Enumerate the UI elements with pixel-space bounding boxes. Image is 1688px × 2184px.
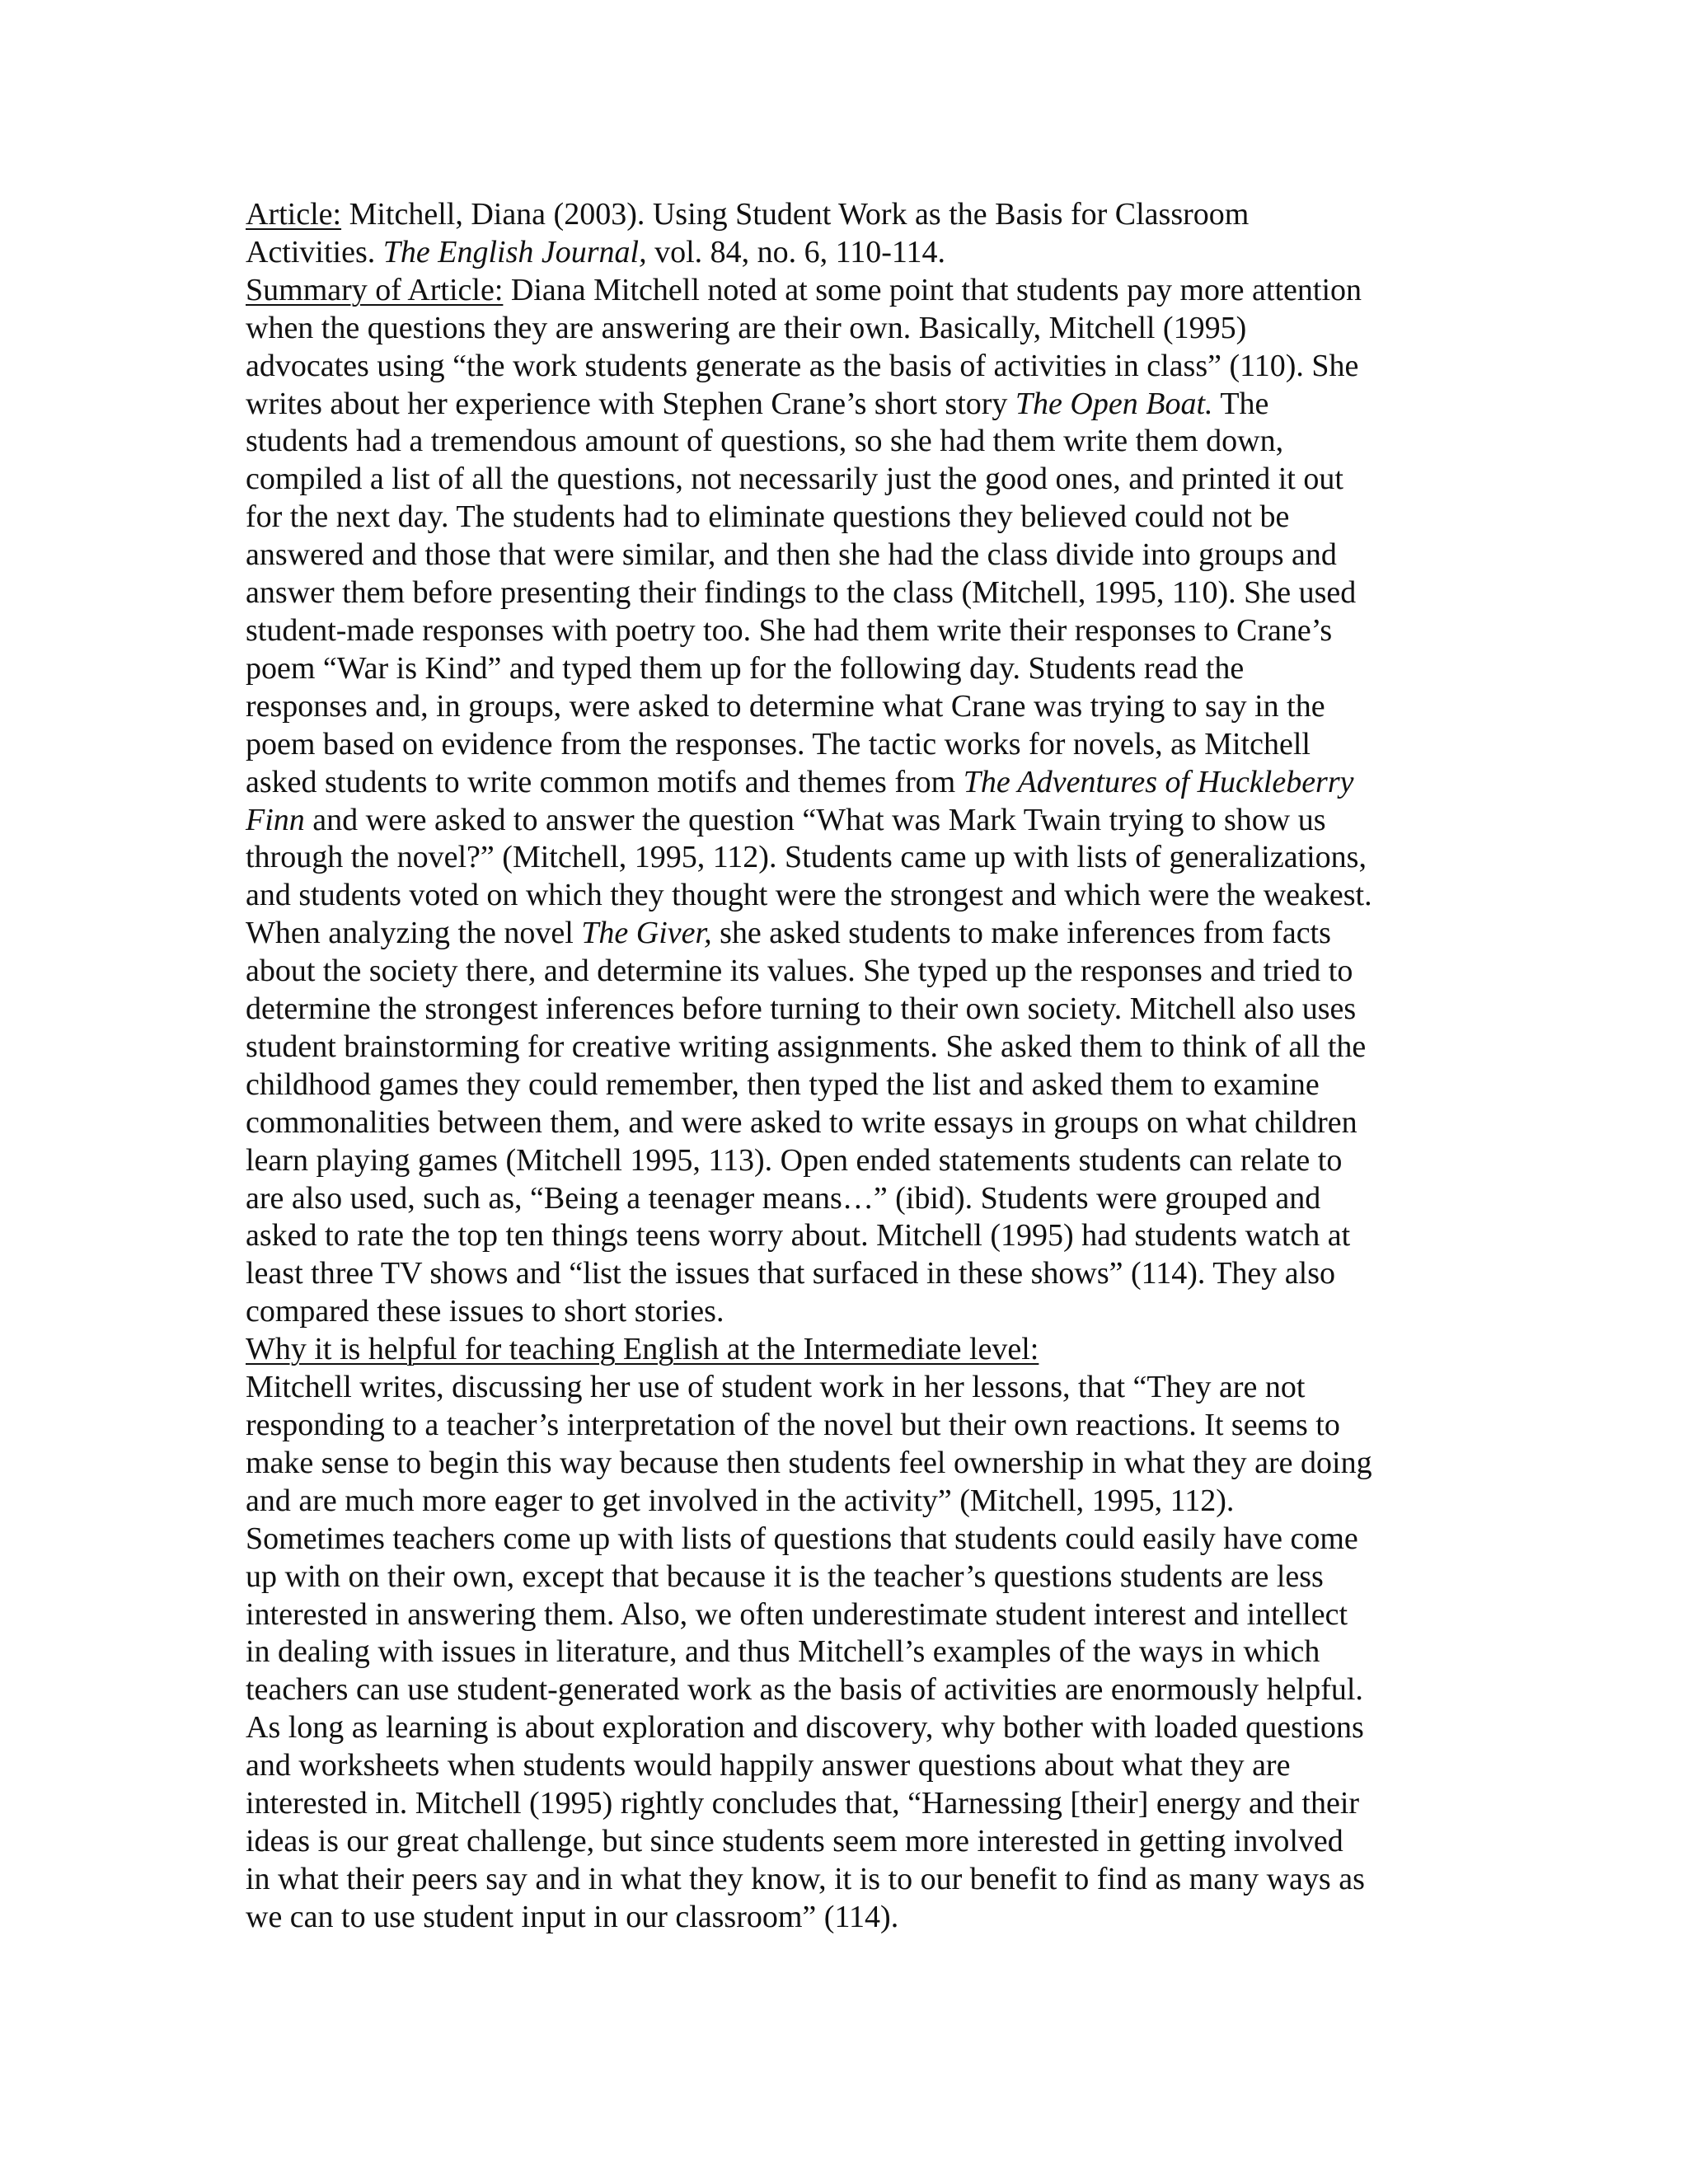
- helpful-line-8: in dealing with issues in literature, and thus Mitchell’s examples of the ways in which: [246, 1634, 1320, 1670]
- helpful-line-6: up with on their own, except that because it is the teacher’s questions students are less: [246, 1558, 1324, 1594]
- helpful-line-14: in what their peers say and in what they know, it is to our benefit to find as many ways as: [246, 1861, 1365, 1896]
- summary-line-21: student brainstorming for creative writing assignments. She asked them to think of all the: [246, 1029, 1367, 1064]
- summary-line-3: advocates using “the work students generate as the basis of activities in class” (110). She: [246, 348, 1359, 383]
- summary-line-8: answered and those that were similar, and then she had the class divide into groups and: [246, 537, 1337, 573]
- summary-line-2: when the questions they are answering are their own. Basically, Mitchell (1995): [246, 310, 1247, 345]
- helpful-line-5: Sometimes teachers come up with lists of questions that students could easily have come: [246, 1521, 1358, 1556]
- helpful-line-10: As long as learning is about exploration and discovery, why bother with loaded questions: [246, 1710, 1364, 1746]
- helpful-line-1: Mitchell writes, discussing her use of student work in her lessons, that “They are not: [246, 1370, 1306, 1405]
- summary-line-26: asked to rate the top ten things teens worry about. Mitchell (1995) had students watch at: [246, 1218, 1351, 1254]
- summary-line-12: responses and, in groups, were asked to determine what Crane was trying to say in the: [246, 688, 1325, 724]
- summary-line-10: student-made responses with poetry too. She had them write their responses to Crane’s: [246, 612, 1333, 648]
- helpful-line-4: and are much more eager to get involved in the activity” (Mitchell, 1995, 112).: [246, 1483, 1235, 1518]
- helpful-line-7: interested in answering them. Also, we often underestimate student interest and intellect: [246, 1596, 1348, 1632]
- summary-section: [246, 272, 1441, 1331]
- helpful-line-9: teachers can use student-generated work as the basis of activities are enormously helpful.: [246, 1672, 1363, 1708]
- helpful-heading: Why it is helpful for teaching English at the Intermediate level:: [246, 1332, 1039, 1367]
- document-page: [246, 196, 1441, 1937]
- article-label: Article:: [246, 197, 342, 232]
- summary-line-11: poem “War is Kind” and typed them up for the following day. Students read the: [246, 650, 1245, 686]
- summary-line-9: answer them before presenting their findings to the class (Mitchell, 1995, 110). She used: [246, 575, 1357, 611]
- summary-line-17: and students voted on which they thought were the strongest and which were the weakest.: [246, 878, 1372, 913]
- helpful-section: [246, 1331, 1441, 1937]
- journal-title: The English Journal,: [382, 234, 647, 269]
- helpful-line-2: responding to a teacher’s interpretation of the novel but their own reactions. It seems to: [246, 1408, 1340, 1442]
- novel-title-giver: The Giver,: [581, 916, 712, 951]
- summary-line-23: commonalities between them, and were asked to write essays in groups on what children: [246, 1104, 1357, 1140]
- story-title: The Open Boat.: [1015, 386, 1213, 421]
- novel-title-huck-finn-cont: Finn: [246, 802, 305, 837]
- summary-line-15: Finn and were asked to answer the question “What was Mark Twain trying to show us: [246, 802, 1326, 837]
- summary-line-19: about the society there, and determine its values. She typed up the responses and tried to: [246, 954, 1353, 989]
- helpful-line-15: we can to use student input in our classroom” (114).: [246, 1899, 899, 1934]
- helpful-line-11: and worksheets when students would happily answer questions about what they are: [246, 1748, 1291, 1783]
- summary-line-14: asked students to write common motifs and themes from The Adventures of Huckleberry: [246, 764, 1354, 799]
- summary-line-6: compiled a list of all the questions, not necessarily just the good ones, and printed it out: [246, 462, 1343, 497]
- summary-line-28: compared these issues to short stories.: [246, 1294, 724, 1329]
- article-line-1: Article: Mitchell, Diana (2003). Using Student Work as the Basis for Classroom: [246, 197, 1250, 232]
- summary-line-13: poem based on evidence from the responses. The tactic works for novels, as Mitchell: [246, 726, 1311, 762]
- helpful-line-12: interested in. Mitchell (1995) rightly concludes that, “Harnessing [their] energy and their: [246, 1786, 1360, 1821]
- summary-line-4: writes about her experience with Stephen Crane’s short story The Open Boat. The: [246, 386, 1269, 421]
- summary-line-1: Summary of Article: Diana Mitchell noted at some point that students pay more attention: [246, 272, 1362, 307]
- summary-line-7: for the next day. The students had to eliminate questions they believed could not be: [246, 499, 1290, 535]
- summary-label: Summary of Article:: [246, 272, 504, 307]
- helpful-line-3: make sense to begin this way because then students feel ownership in what they are doing: [246, 1445, 1372, 1480]
- article-citation: [246, 196, 1441, 272]
- novel-title-huck-finn: The Adventures of Huckleberry: [963, 764, 1354, 799]
- summary-line-27: least three TV shows and “list the issues that surfaced in these shows” (114). They also: [246, 1256, 1335, 1291]
- summary-line-24: learn playing games (Mitchell 1995, 113). Open ended statements students can relate to: [246, 1142, 1343, 1178]
- summary-line-18: When analyzing the novel The Giver, she asked students to make inferences from facts: [246, 916, 1331, 951]
- summary-line-5: students had a tremendous amount of questions, so she had them write them down,: [246, 424, 1284, 459]
- summary-line-20: determine the strongest inferences before turning to their own society. Mitchell also uses: [246, 991, 1357, 1027]
- summary-line-16: through the novel?” (Mitchell, 1995, 112). Students came up with lists of generalizations,: [246, 840, 1367, 875]
- helpful-line-13: ideas is our great challenge, but since students seem more interested in getting involved: [246, 1823, 1343, 1858]
- summary-line-25: are also used, such as, “Being a teenager means…” (ibid). Students were grouped and: [246, 1180, 1321, 1216]
- summary-line-22: childhood games they could remember, then typed the list and asked them to examine: [246, 1066, 1320, 1102]
- article-line-2: Activities. The English Journal, vol. 84, no. 6, 110-114.: [246, 234, 945, 269]
